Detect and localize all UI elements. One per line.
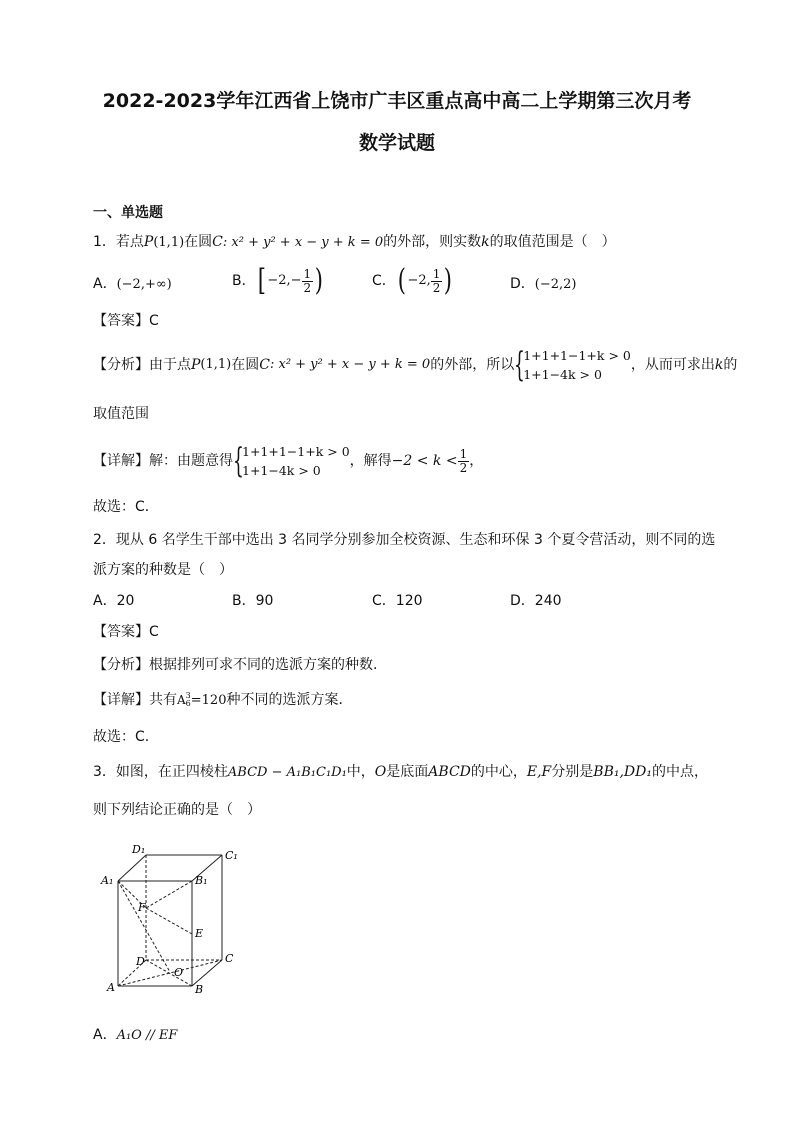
math-center: O <box>374 764 387 780</box>
option-value: A₁O // EF <box>116 1028 178 1043</box>
math-coords: (1,1) <box>200 357 232 372</box>
q1-option-d <box>510 274 577 295</box>
q3-text: 如图，在正四棱柱 <box>115 764 228 780</box>
option-label: B． <box>232 273 256 289</box>
option-label: C． <box>372 273 396 289</box>
answer-value: C <box>149 313 159 329</box>
fraction: $\frac{1}{2}$ <box>303 266 312 295</box>
q3-text: 中， <box>346 764 375 780</box>
analysis-text: 的 <box>723 357 738 373</box>
q2-conclusion: 故选：C. <box>93 729 150 745</box>
label-o: O <box>174 966 184 979</box>
detail-text: ，解得 <box>349 453 392 469</box>
inequality-system: { 1+1+1−1+k > 0 1+1−4k > 0 <box>233 441 350 481</box>
question-2-line2: 派方案的种数是（ ） <box>93 562 233 578</box>
question-3 <box>93 762 708 783</box>
math-arrangement: A <box>177 693 186 707</box>
option-label: D． <box>510 276 535 292</box>
label-c1: C₁ <box>225 849 238 862</box>
label-b1: B₁ <box>195 874 208 887</box>
detail-text: ， <box>469 453 484 469</box>
q2-answer <box>93 622 159 642</box>
option-label: A． <box>93 593 117 609</box>
detail-label: 【详解】 <box>93 692 149 708</box>
label-d: D <box>136 955 145 968</box>
q1-answer <box>93 311 159 331</box>
math-point: P <box>191 357 201 373</box>
math-circle: C <box>259 357 270 373</box>
option-label: A． <box>93 1027 117 1043</box>
option-label: B． <box>232 593 256 609</box>
fraction: $\frac{1}{2}$ <box>459 446 468 475</box>
q2-option-d <box>510 591 562 611</box>
q1-conclusion: 故选：C． <box>93 499 159 515</box>
page-subtitle: 数学试题 <box>358 132 435 154</box>
section-heading: 一、单选题 <box>93 205 163 221</box>
answer-label: 【答案】 <box>93 313 149 329</box>
q1-analysis-line2: 取值范围 <box>93 406 149 422</box>
analysis-label: 【分析】 <box>93 357 149 373</box>
option-label: C． <box>372 593 396 609</box>
question-3-line2: 则下列结论正确的是（ ） <box>93 802 261 818</box>
analysis-label: 【分析】 <box>93 657 149 673</box>
math-eq: : x² + y² + x − y + k = 0 <box>269 357 431 372</box>
label-d1: D₁ <box>132 843 146 856</box>
option-label: A． <box>93 276 117 292</box>
q1-circle-eq: : x² + y² + x − y + k = 0 <box>222 235 384 250</box>
analysis-text: 由于点 <box>149 357 191 373</box>
q1-point-coords: (1,1) <box>153 235 185 250</box>
q1-number: 1． <box>93 234 116 250</box>
q2-option-a <box>93 591 134 611</box>
q1-point: P <box>143 234 154 250</box>
analysis-text: ，从而可求出 <box>630 357 715 373</box>
q1-detail <box>93 442 483 480</box>
q1-circle-name: C <box>212 234 223 250</box>
label-f: F <box>138 901 146 914</box>
q2-detail: 【详解】共有A 3 6 =120种不同的选派方案． <box>93 691 353 708</box>
option-value: (−2,2) <box>534 277 577 292</box>
q3-text: 是底面 <box>386 764 429 780</box>
diag-bd <box>146 960 192 986</box>
option-value: −2,− <box>267 273 302 288</box>
label-a1: A₁ <box>101 874 114 887</box>
q2-option-b <box>232 591 273 611</box>
math-base: ABCD <box>428 764 471 780</box>
math-ineq: −2 < k < <box>391 453 458 469</box>
q3-text: 分别是 <box>551 764 594 780</box>
detail-text: 共有 <box>149 692 177 708</box>
option-value: 120 <box>395 593 423 609</box>
q3-text: 的中心， <box>470 764 527 780</box>
analysis-text: 的外部，所以 <box>430 357 515 373</box>
page-title: 2022-2023学年江西省上饶市广丰区重点高中高二上学期第三次月考 <box>102 90 692 112</box>
math-eq: =120 <box>190 693 227 708</box>
math-edges: BB₁,DD₁ <box>593 764 652 780</box>
q1-option-a <box>93 274 172 295</box>
option-value: (−2,+∞) <box>116 277 172 292</box>
q2-text: 现从 6 名学生干部中选出 3 名同学分别参加全校资源、生态和环保 3 个夏令营活动，则不同的选 <box>115 532 716 548</box>
q1-text-mid: 在圆 <box>184 234 213 250</box>
q1-var: k <box>481 234 490 250</box>
q3-number: 3． <box>93 764 116 780</box>
option-value: 240 <box>534 593 562 609</box>
q1-option-b: B．[ −2,− $\frac{1}{2}$ ) <box>232 263 324 298</box>
detail-text: 种不同的选派方案． <box>226 692 353 708</box>
q3-text: 的中点， <box>651 764 708 780</box>
q1-text-post: 的外部，则实数 <box>383 234 482 250</box>
q1-analysis <box>93 346 737 384</box>
option-value: 90 <box>255 593 274 609</box>
option-value: 20 <box>116 593 135 609</box>
option-value: −2, <box>407 273 431 288</box>
fraction: $\frac{1}{2}$ <box>432 266 441 295</box>
q2-analysis <box>93 655 377 675</box>
edge-a1d1 <box>118 855 146 881</box>
prism-figure <box>96 838 256 998</box>
q1-text-tail: 的取值范围是（ ） <box>489 234 616 250</box>
question-1 <box>93 232 616 253</box>
q1-option-c: C．( −2, $\frac{1}{2}$ ) <box>372 263 453 298</box>
detail-label: 【详解】 <box>93 453 149 469</box>
analysis-text: 在圆 <box>231 357 260 373</box>
label-b: B <box>195 983 204 996</box>
analysis-text: 根据排列可求不同的选派方案的种数. <box>149 657 378 673</box>
detail-text: 解：由题意得 <box>149 453 233 469</box>
answer-value: C <box>149 624 159 640</box>
label-a: A <box>107 981 115 994</box>
segment-b1f <box>146 881 192 908</box>
q3-option-a <box>93 1025 177 1046</box>
q1-text-pre: 若点 <box>115 234 144 250</box>
segment-fe <box>146 908 192 934</box>
label-c: C <box>225 952 234 965</box>
question-2 <box>93 530 715 550</box>
inequality-system: { 1+1+1−1+k > 0 1+1−4k > 0 <box>514 345 631 385</box>
answer-label: 【答案】 <box>93 624 149 640</box>
math-var: k <box>714 357 724 373</box>
math-points: E,F <box>526 764 552 780</box>
option-label: D． <box>510 593 535 609</box>
q2-option-c <box>372 591 423 611</box>
math-prism: ABCD − A₁B₁C₁D₁ <box>227 765 347 780</box>
label-e: E <box>195 927 204 940</box>
q2-number: 2． <box>93 532 116 548</box>
